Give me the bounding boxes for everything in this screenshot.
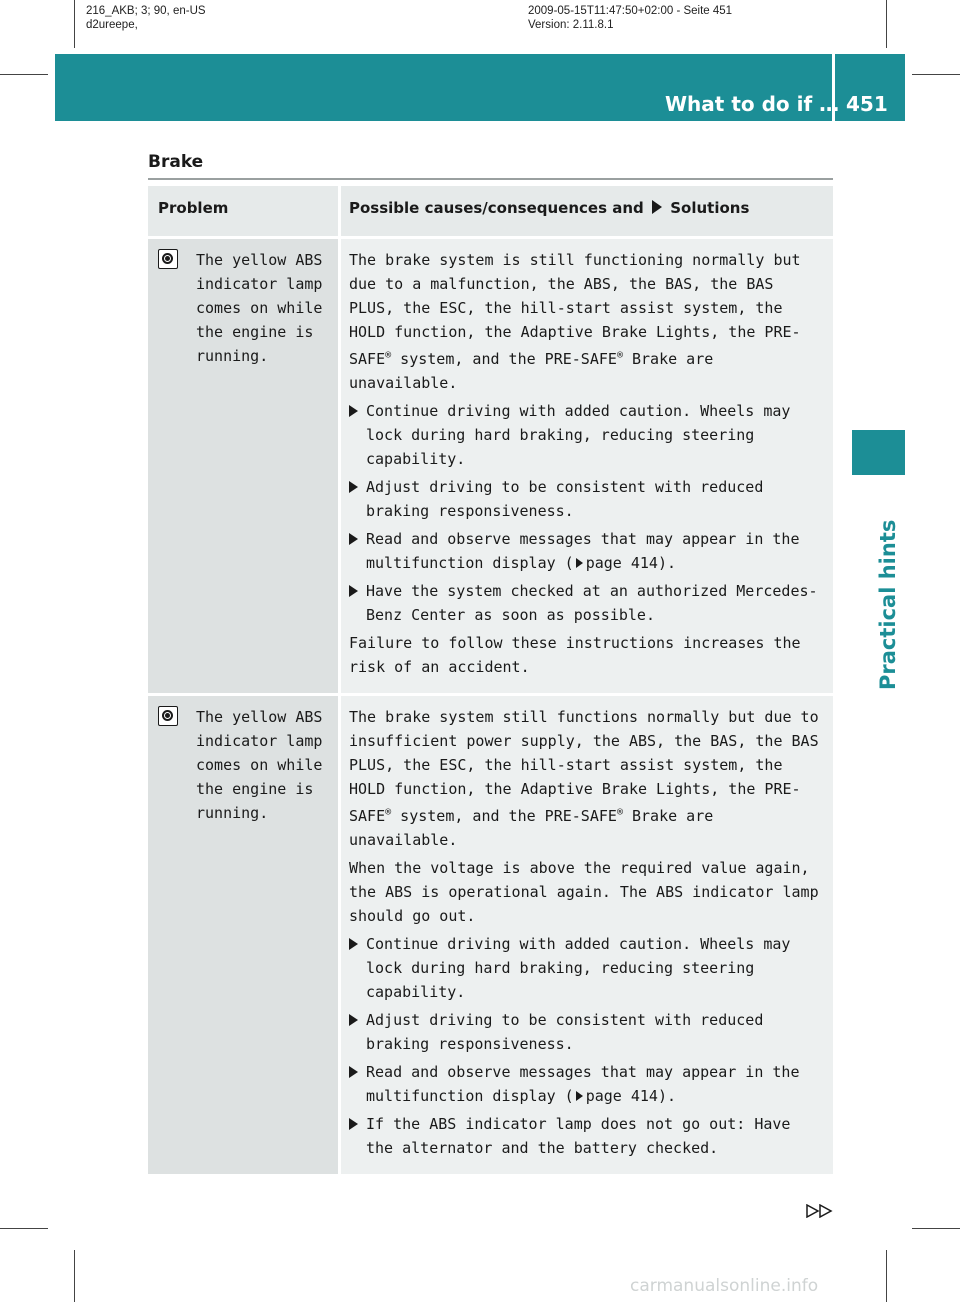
continued-arrows-icon: [806, 1203, 834, 1222]
solution-step: [349, 1112, 825, 1160]
problem-cell: The yellow ABS indicator lamp comes on while the engine is running.: [196, 696, 338, 1174]
arrow-icon: [652, 200, 662, 214]
step-text: Read and observe messages that may appear in the multifunction display (: [366, 1063, 800, 1105]
solution-step: [349, 932, 825, 1004]
crop-mark: [912, 74, 960, 75]
solution-step: [349, 1060, 825, 1108]
step-arrow-icon: [349, 585, 358, 597]
column-header-problem: Problem: [148, 186, 338, 236]
step-arrow-icon: [349, 1066, 358, 1078]
step-text: Have the system checked at an authorized Mercedes-Benz Center as soon as possible.: [366, 582, 818, 624]
problem-cell: The yellow ABS indicator lamp comes on while the engine is running.: [196, 239, 338, 693]
solution-cell: [338, 696, 833, 1174]
column-header-solutions-text: Solutions: [670, 199, 750, 217]
table-row: [148, 239, 833, 693]
page-ref-icon: [576, 1091, 583, 1101]
step-text: Adjust driving to be consistent with reduced braking responsiveness.: [366, 478, 764, 520]
solution-step: [349, 1008, 825, 1056]
crop-mark: [0, 1228, 48, 1229]
step-arrow-icon: [349, 405, 358, 417]
step-arrow-icon: [349, 938, 358, 950]
section-rule: [148, 178, 833, 180]
table-header-row: [148, 186, 833, 236]
table-row: [148, 696, 833, 1174]
outro-text: Failure to follow these instructions increases the risk of an accident.: [349, 634, 801, 676]
print-meta-right-line1: 2009-05-15T11:47:50+02:00 - Seite 451: [528, 5, 733, 17]
icon-cell: [148, 239, 196, 693]
crop-mark: [912, 1228, 960, 1229]
registered-mark: ®: [616, 350, 623, 361]
abs-warning-icon: [158, 249, 178, 269]
solution-step: [349, 579, 825, 627]
step-arrow-icon: [349, 533, 358, 545]
intro-text: The brake system still functions normally but due to insufficient power supply, the ABS, the BAS, the BAS PLUS, the ESC, the hill-start assist system, the HOLD function, the Adaptive Brake Lights, the PRE-SAFE® system, and the PRE-SAFE® Brake are unavailable.: [349, 708, 819, 849]
step-text: Adjust driving to be consistent with reduced braking responsiveness.: [366, 1011, 764, 1053]
solution-step: [349, 399, 825, 471]
registered-mark: ®: [385, 350, 392, 361]
column-header-causes-text: Possible causes/consequences and: [349, 199, 644, 217]
page-ref-link[interactable]: page 414).: [585, 1087, 677, 1105]
solution-cell: [338, 239, 833, 693]
crop-mark: [74, 1250, 75, 1302]
section-title: Brake: [148, 152, 204, 172]
intro-text: When the voltage is above the required value again, the ABS is operational again. The ABS indicator lamp should go out.: [349, 859, 819, 925]
step-arrow-icon: [349, 1014, 358, 1026]
print-meta-right-line2: Version: 2.11.8.1: [528, 19, 614, 31]
abs-warning-icon: [158, 706, 178, 726]
step-arrow-icon: [349, 1118, 358, 1130]
page-ref-icon: [576, 558, 583, 568]
crop-mark: [886, 0, 887, 48]
print-meta-left: [86, 4, 206, 32]
registered-mark: ®: [616, 807, 623, 818]
print-meta-left-line2: d2ureepe,: [86, 19, 138, 31]
print-meta-right: [528, 4, 732, 32]
step-text: Read and observe messages that may appear in the multifunction display (: [366, 530, 800, 572]
crop-mark: [74, 0, 75, 48]
icon-cell: [148, 696, 196, 1174]
solution-step: [349, 475, 825, 523]
solution-step: [349, 527, 825, 575]
intro-text: The brake system is still functioning normally but due to a malfunction, the ABS, the BAS, the BAS PLUS, the ESC, the hill-start assist system, the HOLD function, the Adaptive Brake Lights, the PRE-SAFE® system, and the PRE-SAFE® Brake are unavailable.: [349, 251, 801, 392]
watermark: carmanualsonline.info: [630, 1276, 819, 1296]
step-arrow-icon: [349, 481, 358, 493]
side-tab-label: Practical hints: [876, 519, 900, 690]
print-meta-left-line1: 216_AKB; 3; 90, en-US: [86, 5, 206, 17]
step-text: If the ABS indicator lamp does not go out: Have the alternator and the battery checked.: [366, 1115, 791, 1157]
crop-mark: [886, 1250, 887, 1302]
brake-table: [148, 186, 833, 1174]
step-text: Continue driving with added caution. Wheels may lock during hard braking, reducing steering capability.: [366, 402, 791, 468]
crop-mark: [0, 74, 48, 75]
page-ref-link[interactable]: page 414).: [585, 554, 677, 572]
page-header-title: What to do if …: [665, 92, 840, 116]
step-text: Continue driving with added caution. Wheels may lock during hard braking, reducing steering capability.: [366, 935, 791, 1001]
page-number: 451: [846, 92, 888, 116]
column-header-causes: [338, 186, 833, 236]
side-tab-marker: [852, 430, 905, 475]
registered-mark: ®: [385, 807, 392, 818]
